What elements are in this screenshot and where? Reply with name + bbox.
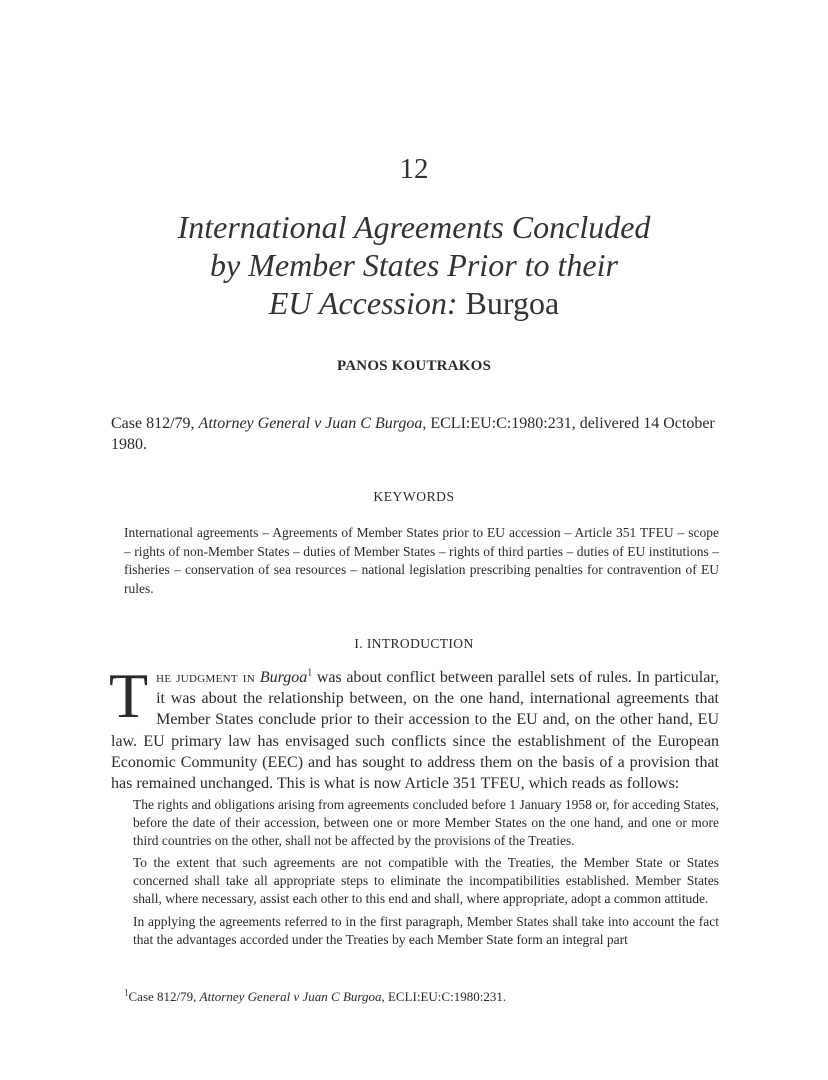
footnote-1 xyxy=(124,988,719,1005)
chapter-title xyxy=(0,208,828,322)
quote-paragraph-3: In applying the agreements referred to in the first paragraph, Member States shall take into account the fact that the advantages accorded under the Treaties by each Member State form an integral part xyxy=(133,913,719,947)
block-quote-article-351 xyxy=(133,796,719,953)
footnote-case-name: Attorney General v Juan C Burgoa xyxy=(199,989,382,1004)
chapter-title-line-3-italic: EU Accession: xyxy=(268,285,458,321)
intro-text: was about conflict between parallel sets of rules. In particular, it was about the relationship between, on the one hand, international agreements that Member States conclude prior to their accession to the EU and, on the other hand, EU law. EU primary law has envisaged such conflicts since the establishment of the European Economic Community (EEC) and has sought to address them on the basis of a provision that has remained unchanged. This is what is now Article 351 TFEU, which reads as follows: xyxy=(111,669,720,793)
case-reference xyxy=(111,413,719,455)
footnote-number: 1 xyxy=(124,987,129,998)
case-ref-prefix: Case 812/79, xyxy=(111,415,199,432)
keywords-text: International agreements – Agreements of Member States prior to EU accession – Article 351 TFEU – scope – rights of non-Member States – duties of Member States – rights of third parties – duties of EU institutions – fisheries – conservation of sea resources – national legislation prescribing penalties for contravention of EU rules. xyxy=(124,525,719,596)
section-heading-introduction: I. INTRODUCTION xyxy=(354,636,474,651)
intro-smallcaps: he judgment in xyxy=(156,669,260,686)
quote-paragraph-2: To the extent that such agreements are not compatible with the Treaties, the Member State or States concerned shall take all appropriate steps to eliminate the incompatibilities established. Member States shall, where necessary, assist each other to this end and shall, where appropriate, adopt a common attitude. xyxy=(133,855,719,906)
chapter-title-line-3 xyxy=(0,284,828,322)
chapter-title-line-1: International Agreements Concluded xyxy=(177,209,651,245)
author-name: PANOS KOUTRAKOS xyxy=(337,358,491,374)
footnote-prefix: Case 812/79, xyxy=(128,989,200,1004)
chapter-title-line-3-roman: Burgoa xyxy=(457,285,560,321)
intro-case-name: Burgoa xyxy=(259,669,308,686)
keywords-heading: KEYWORDS xyxy=(373,489,455,504)
footnote-marker[interactable]: 1 xyxy=(307,667,313,679)
case-ref-name: Attorney General v Juan C Burgoa xyxy=(198,415,423,432)
chapter-number: 12 xyxy=(399,153,429,185)
intro-paragraph xyxy=(109,660,720,794)
footnote-suffix: , ECLI:EU:C:1980:231. xyxy=(381,989,507,1004)
quote-paragraph-1: The rights and obligations arising from agreements concluded before 1 January 1958 or, for acceding States, before the date of their accession, between one or more Member States on the one hand, and one or more third countries on the other, shall not be affected by the provisions of the Treaties. xyxy=(133,797,719,848)
case-ref-suffix: , ECLI:EU:C:1980:231, delivered 14 October 1980. xyxy=(111,415,715,453)
drop-cap: T xyxy=(109,660,149,731)
chapter-title-line-2: by Member States Prior to their xyxy=(210,247,618,283)
